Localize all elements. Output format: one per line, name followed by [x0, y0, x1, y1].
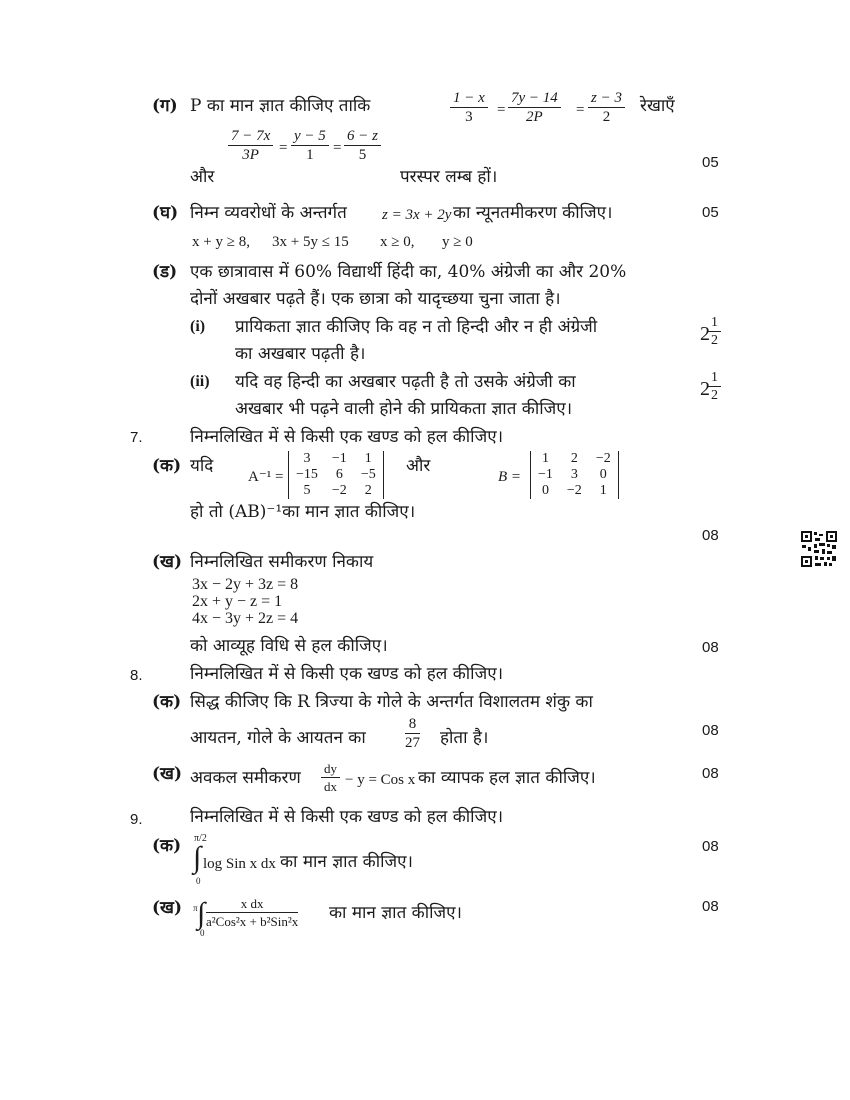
q6d-ii-marks-fraction: $\frac{1}{2}$: [708, 369, 721, 405]
q6gh-constraint-3: x ≥ 0,: [380, 234, 415, 250]
q6g-text-a: P का मान ज्ञात कीजिए ताकि: [190, 96, 371, 116]
q9-ka-integrand: log Sin x dx: [203, 856, 276, 872]
q9-kh-integral-sign: ∫: [197, 897, 206, 930]
q8-kh-label: (ख): [152, 764, 182, 784]
q8-kh-marks: 08: [702, 765, 719, 782]
q8-kh-text-a: अवकल समीकरण: [190, 768, 301, 788]
q6gh-marks: 05: [702, 204, 719, 221]
q7-intro: निम्नलिखित में से किसी एक खण्ड को हल कीजिए।: [190, 427, 504, 447]
q6gh-constraint-2: 3x + 5y ≤ 15: [272, 234, 349, 250]
q6g-eq-3: =: [279, 140, 288, 156]
q6d-i-label: (i): [190, 318, 206, 335]
q6g-text-c: परस्पर लम्ब हों।: [400, 167, 498, 187]
q7-ka-line-2: हो तो (AB)⁻¹का मान ज्ञात कीजिए।: [190, 502, 416, 522]
q9-kh-marks: 08: [702, 898, 719, 915]
q9-intro: निम्नलिखित में से किसी एक खण्ड को हल कीजिए।: [190, 807, 504, 827]
q6g-fraction-5: $\frac{y - 5}{1}$: [291, 128, 329, 164]
q7-ainv-label: A⁻¹ =: [248, 469, 284, 485]
q6d-i-marks-fraction: $\frac{1}{2}$: [708, 314, 721, 350]
q6g-label: (ग): [152, 96, 178, 116]
q7-b-matrix: 1 2 −2 −1 3 0 0 −2 1: [530, 451, 619, 499]
q8-intro: निम्नलिखित में से किसी एक खण्ड को हल कीजिए।: [190, 664, 504, 684]
q7-b-label: B =: [498, 469, 522, 485]
q6g-eq-4: =: [333, 140, 342, 156]
q6g-eq-1: =: [497, 102, 506, 118]
q6g-fraction-1: $\frac{1 - x}{3}$: [450, 90, 488, 126]
q8-number: 8.: [130, 667, 143, 684]
q8-ka-fraction: $\frac{8}{27}$: [405, 716, 420, 751]
q7-kh-line-2: को आव्यूह विधि से हल कीजिए।: [190, 636, 388, 656]
q6d-ii-marks-whole: 2: [700, 378, 710, 400]
q6gh-constraint-1: x + y ≥ 8,: [192, 234, 250, 250]
q7-kh-marks: 08: [702, 639, 719, 656]
q6d-ii-label: (ii): [190, 373, 210, 390]
q9-ka-label: (क): [152, 836, 182, 856]
q7-ka-label: (क): [152, 456, 182, 476]
q6gh-text-2: का न्यूनतमीकरण कीजिए।: [453, 203, 613, 223]
q7-and: और: [406, 456, 431, 476]
q7-kh-line-1: निम्नलिखित समीकरण निकाय: [190, 552, 374, 572]
q6gh-text: निम्न व्यवरोधों के अन्तर्गत: [190, 203, 347, 223]
q9-ka-lower-limit: 0: [196, 876, 201, 886]
q6g-fraction-3: $\frac{z - 3}{2}$: [588, 90, 625, 126]
q8-ka-label: (क): [152, 692, 182, 712]
q6g-and: और: [190, 167, 215, 187]
q8-ka-line-2b: होता है।: [440, 728, 489, 748]
q9-ka-integral-sign: ∫: [193, 841, 202, 874]
q6g-text-b: रेखाएँ: [640, 96, 675, 116]
q9-kh-text: का मान ज्ञात कीजिए।: [329, 903, 462, 923]
q6d-ii-line-1: यदि वह हिन्दी का अखबार पढ़ती है तो उसके अंग्रेजी का: [235, 372, 576, 392]
q6gh-label: (घ): [152, 203, 179, 223]
q9-ka-upper-limit: π/2: [194, 833, 207, 844]
q6g-marks: 05: [702, 154, 719, 171]
q8-ka-marks: 08: [702, 722, 719, 739]
q9-kh-label: (ख): [152, 898, 182, 918]
q7-number: 7.: [130, 429, 143, 446]
q6g-fraction-2: $\frac{7y - 14}{2P}$: [508, 90, 561, 126]
q9-kh-lower-limit: 0: [200, 928, 205, 938]
qr-code-icon: [800, 530, 838, 568]
q7-ka-if: यदि: [190, 456, 214, 476]
q7-ainv-matrix: 3 −1 1 −15 6 −5 5 −2 2: [288, 451, 384, 499]
q6gh-constraint-4: y ≥ 0: [442, 234, 473, 250]
q9-ka-marks: 08: [702, 838, 719, 855]
q7-equation-2: 2x + y − z = 1: [192, 593, 283, 610]
q9-ka-text: का मान ज्ञात कीजिए।: [280, 852, 413, 872]
q7-ka-marks: 08: [702, 527, 719, 544]
q6g-fraction-4: $\frac{7 - 7x}{3P}$: [228, 128, 273, 164]
q8-kh-derivative: $\frac{dy}{dx}$: [321, 760, 340, 796]
q7-equation-3: 4x − 3y + 2z = 4: [192, 610, 299, 627]
q6g-eq-2: =: [576, 102, 585, 118]
q9-kh-integrand: x dx a²Cos²x + b²Sin²x: [206, 896, 299, 929]
q6g-fraction-6: $\frac{6 - z}{5}$: [344, 128, 381, 164]
q8-kh-equation: − y = Cos x: [345, 772, 416, 788]
q8-ka-line-1: सिद्ध कीजिए कि R त्रिज्या के गोले के अन्तर्गत विशालतम शंकु का: [190, 692, 593, 712]
q8-kh-text-b: का व्यापक हल ज्ञात कीजिए।: [418, 768, 596, 788]
q6d-i-line-1: प्रायिकता ज्ञात कीजिए कि वह न तो हिन्दी और न ही अंग्रेजी: [235, 317, 598, 337]
q6d-i-marks-whole: 2: [700, 323, 710, 345]
q6d-label: (ड): [152, 262, 178, 282]
q9-number: 9.: [130, 811, 143, 828]
q7-kh-label: (ख): [152, 552, 182, 572]
q6d-line-2: दोनों अखबार पढ़ते हैं। एक छात्रा को यादृच्छया चुना जाता है।: [190, 289, 561, 309]
q6d-i-line-2: का अखबार पढ़ती है।: [235, 344, 366, 364]
q8-ka-line-2a: आयतन, गोले के आयतन का: [190, 728, 366, 748]
q6gh-objective: z = 3x + 2y: [382, 207, 452, 223]
q6d-ii-line-2: अखबार भी पढ़ने वाली होने की प्रायिकता ज्ञात कीजिए।: [235, 399, 573, 419]
q7-equation-1: 3x − 2y + 3z = 8: [192, 576, 299, 593]
q9-kh-upper-limit: π: [193, 903, 198, 913]
q6d-line-1: एक छात्रावास में 60% विद्यार्थी हिंदी का, 40% अंग्रेजी का और 20%: [190, 262, 627, 282]
